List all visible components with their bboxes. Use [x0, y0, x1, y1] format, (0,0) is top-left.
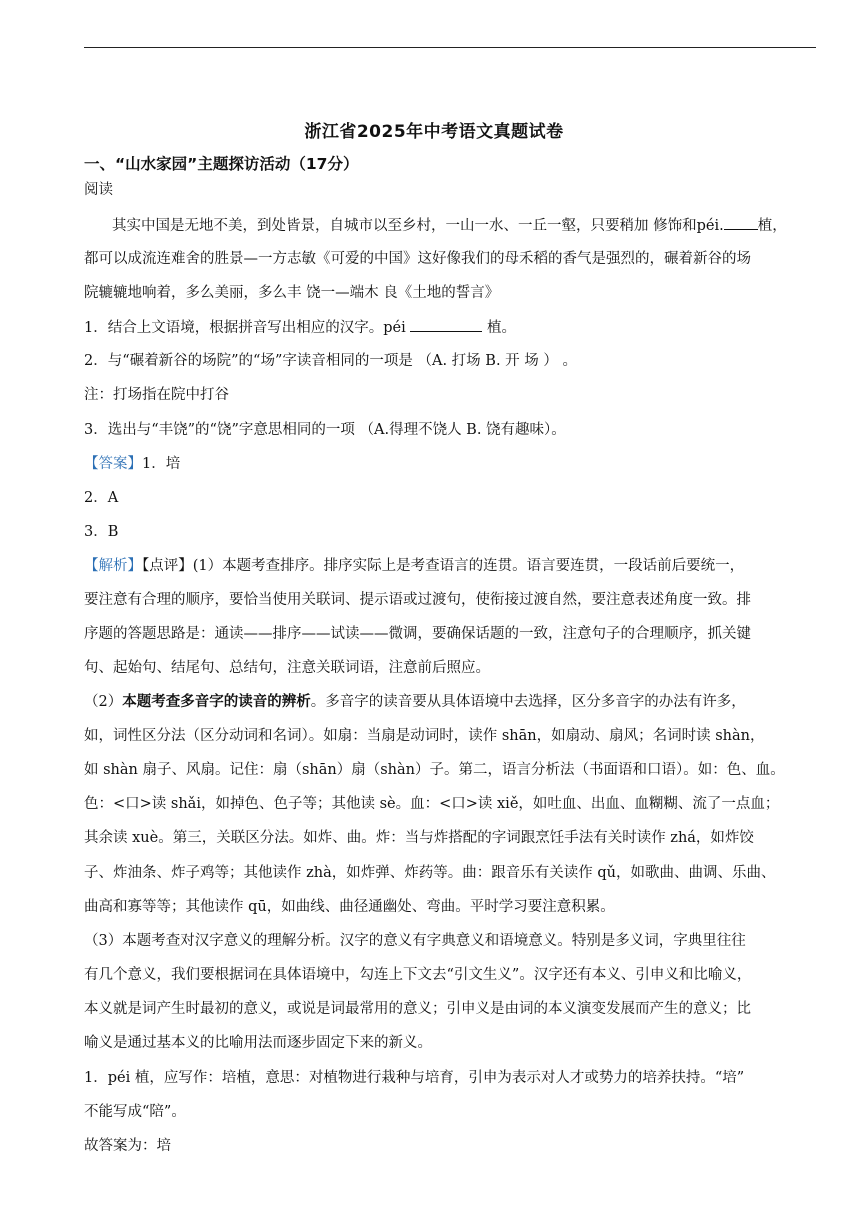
answer-line-2: 2．A [84, 490, 119, 506]
analysis-p2-line-7: 曲高和寡等等；其他读作 qū，如曲线、曲径通幽处、弯曲。平时学习要注意积累。 [84, 899, 615, 915]
analysis-p3-line-1: （3）本题考查对汉字意义的理解分析。汉字的意义有字典意义和语境意义。特别是多义词，字典里往往 [84, 933, 746, 949]
answer-line-1 [84, 454, 180, 474]
passage-text: 其实中国是无地不美，到处皆景，自城市以至乡村，一山一水、一丘一壑，只要稍加 修饰和péi. [112, 218, 724, 234]
analysis-line-1 [84, 556, 744, 576]
final-answer: 故答案为：培 [84, 1138, 171, 1154]
analysis-text: 。多音字的读音要从具体语境中去选择，区分多音字的办法有许多， [310, 694, 746, 710]
question-note: 注：打场指在院中打谷 [84, 387, 229, 403]
analysis-p3-line-2: 有几个意义，我们要根据词在具体语境中，勾连上下文去“引文生义”。汉字还有本义、引申义和比喻义， [84, 967, 752, 983]
analysis-p3-line-4: 喻义是通过基本义的比喻用法而逐步固定下来的新义。 [84, 1035, 432, 1051]
answer-blank [410, 317, 482, 332]
passage-line-3: 院辘辘地响着，多么美丽，多么丰 饶一—端木 良《土地的誓言》 [84, 285, 500, 301]
page-title: 浙江省2025年中考语文真题试卷 [304, 122, 564, 142]
answer-text: 1．培 [142, 456, 181, 472]
analysis-p2-line-2: 如，词性区分法（区分动词和名词）。如扇：当扇是动词时，读作 shān，如扇动、扇风；名词时读 shàn， [84, 728, 765, 744]
question-1 [84, 317, 516, 338]
passage-line-2: 都可以成流连难舍的胜景—一方志敏《可爱的中国》这好像我们的母禾稻的香气是强烈的，碾着新谷的场 [84, 251, 751, 267]
question-3: 3．选出与“丰饶”的“饶”字意思相同的一项 （A.得理不饶人 B. 饶有趣味）。 [84, 422, 566, 438]
analysis-p2-line-1 [84, 692, 746, 712]
analysis-p2-line-3: 如 shàn 扇子、风扇。记住：扇（shān）扇（shàn）子。第二，语言分析法（书面语和口语）。如：色、血。 [84, 762, 785, 778]
explain-line-1: 1．péi 植，应写作：培植，意思：对植物进行栽种与培育，引申为表示对人才或势力的培养扶持。“培” [84, 1070, 745, 1086]
analysis-p2-line-5: 其余读 xuè。第三，关联区分法。如炸、曲。炸：当与炸搭配的字词跟烹饪手法有关时读作 zhá，如炸饺 [84, 830, 754, 846]
passage-text: 植， [757, 218, 787, 234]
question-text: 1．结合上文语境，根据拼音写出相应的汉字。péi [84, 320, 406, 336]
analysis-p2-line-4: 色：<口>读 shǎi，如掉色、色子等；其他读 sè。血：<口>读 xiě，如吐血、出血、血糊糊、流了一点血； [84, 796, 780, 812]
explain-line-2: 不能写成“陪”。 [84, 1104, 186, 1120]
analysis-line-2: 要注意有合理的顺序，要恰当使用关联词、提示语或过渡句，使衔接过渡自然，要注意表述角度一致。排 [84, 592, 751, 608]
answer-blank [724, 215, 758, 230]
analysis-line-3: 序题的答题思路是：通读——排序——试读——微调，要确保话题的一致，注意句子的合理顺序，抓关键 [84, 626, 751, 642]
analysis-bold-text: 本题考查多音字的读音的辨析 [122, 693, 311, 710]
analysis-text: （2） [84, 694, 123, 710]
analysis-label: 【解析】 [84, 558, 142, 574]
answer-line-3: 3．B [84, 524, 119, 540]
passage-line-1 [112, 215, 787, 236]
answer-label: 【答案】 [84, 456, 142, 472]
header-rule [84, 47, 816, 48]
question-2: 2．与“碾着新谷的场院”的“场”字读音相同的一项是 （A. 打场 B. 开 场 ） 。 [84, 353, 577, 369]
analysis-line-4: 句、起始句、结尾句、总结句，注意关联词语，注意前后照应。 [84, 660, 490, 676]
analysis-p2-line-6: 子、炸油条、炸子鸡等；其他读作 zhà，如炸弹、炸药等。曲：跟音乐有关读作 qǔ，如歌曲、曲调、乐曲、 [84, 865, 776, 881]
section-heading: 一、“山水家园”主题探访活动（17分） [84, 155, 359, 173]
analysis-p3-line-3: 本义就是词产生时最初的意义，或说是词最常用的意义；引申义是由词的本义演变发展而产生的意义；比 [84, 1001, 751, 1017]
reading-label: 阅读 [84, 182, 113, 198]
analysis-text: 【点评】(1）本题考查排序。排序实际上是考查语言的连贯。语言要连贯，一段话前后要统一， [142, 558, 745, 574]
question-text: 植。 [486, 320, 516, 336]
